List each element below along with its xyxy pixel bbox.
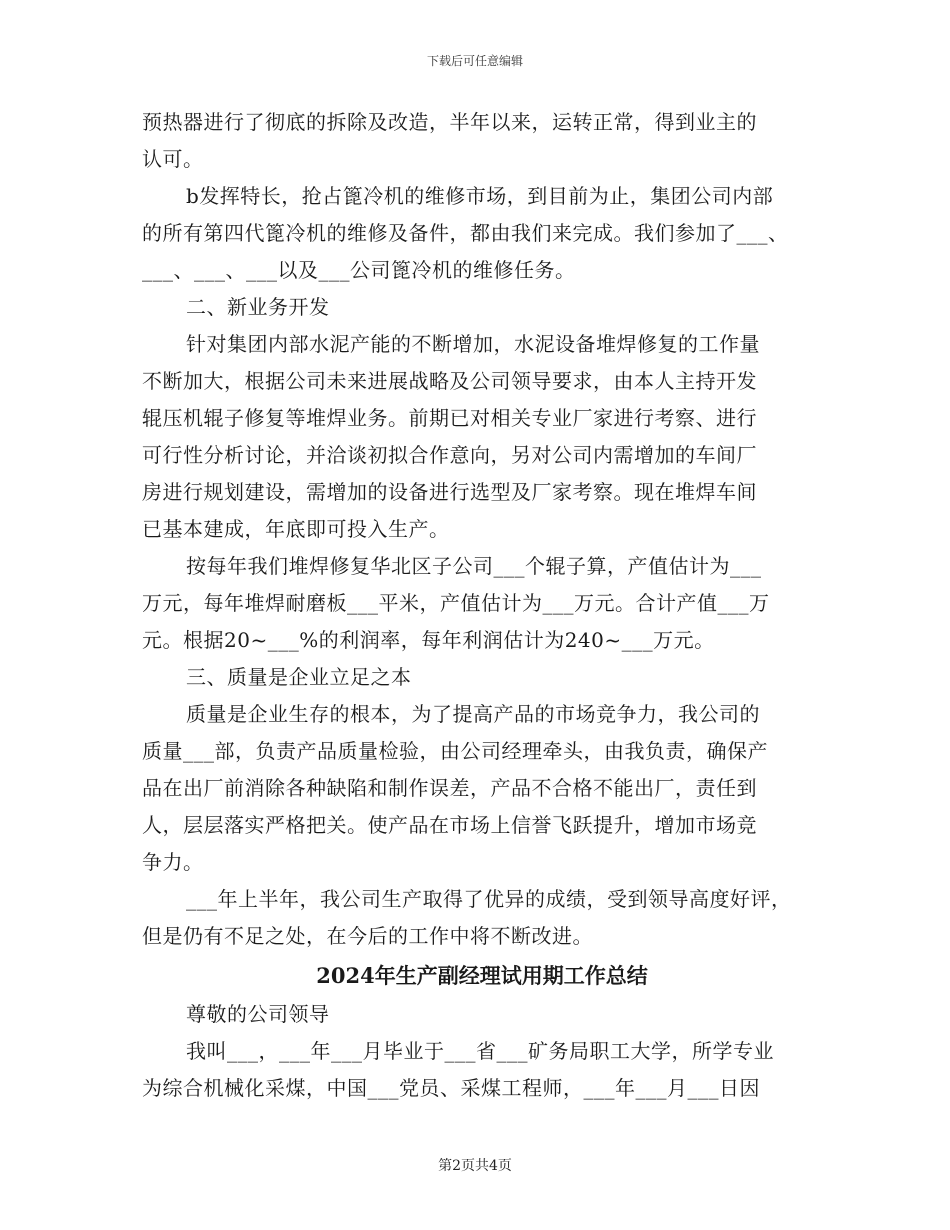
- page-number: 第2页共4页: [438, 1158, 512, 1174]
- paragraph-line: b发挥特长，抢占篦冷机的维修市场，到目前为止，集团公司内部: [186, 184, 774, 208]
- header-note: 下载后可任意编辑: [426, 54, 523, 68]
- paragraph-line: 辊压机辊子修复等堆焊业务。前期已对相关专业厂家进行考察、进行: [142, 406, 757, 430]
- paragraph-line: 认可。: [142, 147, 204, 171]
- paragraph-line: ___、___、___以及___公司篦冷机的维修任务。: [142, 258, 576, 282]
- paragraph-line: ___年上半年，我公司生产取得了优异的成绩，受到领导高度好评，: [186, 887, 792, 911]
- paragraph-line: 品在出厂前消除各种缺陷和制作误差，产品不合格不能出厂，责任到: [142, 776, 757, 800]
- paragraph-line: 已基本建成，年底即可投入生产。: [142, 517, 450, 541]
- paragraph-line: 可行性分析讨论，并洽谈初拟合作意向，另对公司内需增加的车间厂: [142, 443, 757, 467]
- paragraph-line: 但是仍有不足之处，在今后的工作中将不断改进。: [142, 924, 593, 948]
- paragraph-line: 按每年我们堆焊修复华北区子公司___个辊子算，产值估计为___: [186, 554, 762, 578]
- paragraph-line: 的所有第四代篦冷机的维修及备件，都由我们来完成。我们参加了___、: [142, 221, 789, 245]
- document-body: [142, 104, 822, 1107]
- section-heading: 二、新业务开发: [186, 295, 330, 319]
- paragraph-line: 争力。: [142, 850, 204, 874]
- paragraph-line: 不断加大，根据公司未来进展战略及公司领导要求，由本人主持开发: [142, 369, 757, 393]
- paragraph-line: 质量___部，负责产品质量检验，由公司经理牵头，由我负责，确保产: [142, 739, 768, 763]
- salutation: 尊敬的公司领导: [186, 1002, 330, 1026]
- paragraph-line: 人，层层落实严格把关。使产品在市场上信誉飞跃提升，增加市场竞: [142, 813, 757, 837]
- paragraph-line: 预热器进行了彻底的拆除及改造，半年以来，运转正常，得到业主的: [142, 110, 757, 134]
- paragraph-line: 房进行规划建设，需增加的设备进行选型及厂家考察。现在堆焊车间: [142, 480, 757, 504]
- paragraph-line: 万元，每年堆焊耐磨板___平米，产值估计为___万元。合计产值___万: [142, 591, 770, 615]
- paragraph-line: 针对集团内部水泥产能的不断增加，水泥设备堆焊修复的工作量: [186, 332, 760, 356]
- paragraph-line: 为综合机械化采煤，中国___党员、采煤工程师，___年___月___日因: [142, 1076, 760, 1100]
- paragraph-line: 质量是企业生存的根本，为了提高产品的市场竞争力，我公司的: [186, 702, 760, 726]
- paragraph-line: 元。根据20~___%的利润率，每年利润估计为240~___万元。: [142, 628, 715, 652]
- section-heading: 三、质量是企业立足之本: [186, 665, 412, 689]
- paragraph-line: 我叫___，___年___月毕业于___省___矿务局职工大学，所学专业: [186, 1039, 774, 1063]
- document-title: 2024年生产副经理试用期工作总结: [316, 963, 648, 988]
